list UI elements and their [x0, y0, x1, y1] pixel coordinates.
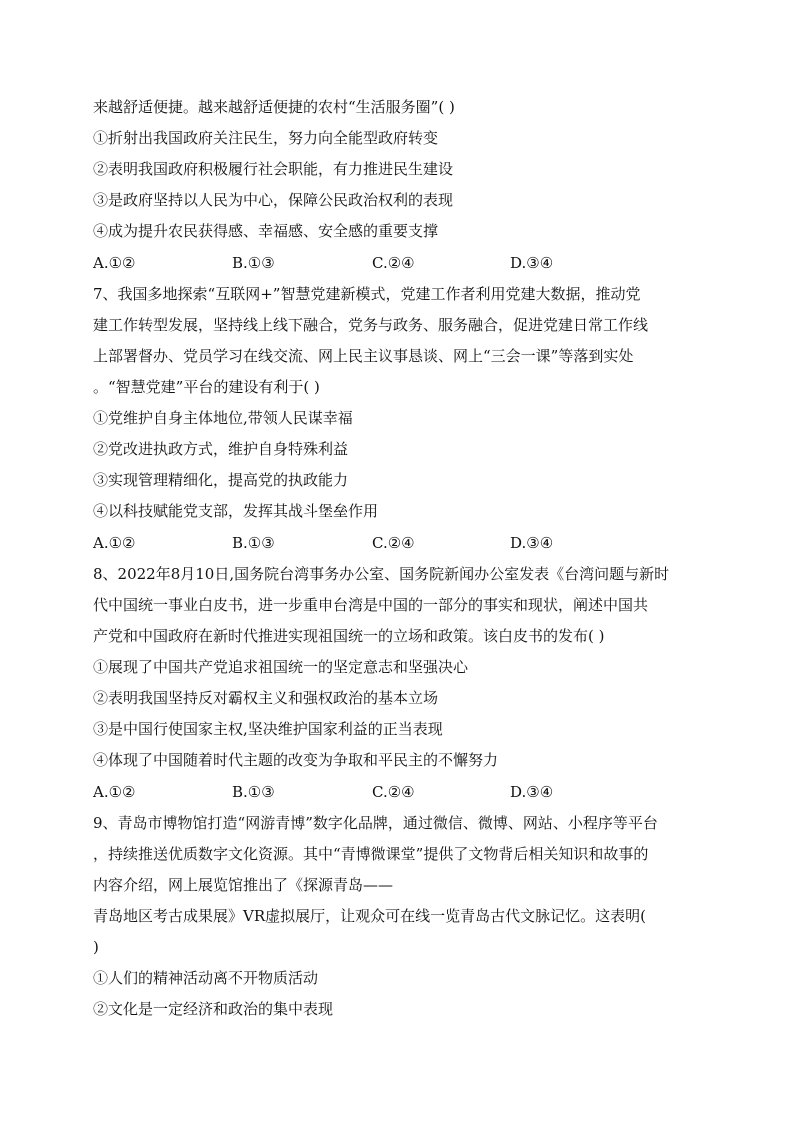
choice-d: D.③④: [510, 254, 554, 272]
q7-stem-line-1: 7、我国多地探索“互联网+”智慧党建新模式，党建工作者利用党建大数据，推动党: [93, 285, 641, 303]
q7-option-1: ①党维护自身主体地位,带领人民谋幸福: [93, 409, 353, 427]
choice-d: D.③④: [510, 783, 554, 801]
q7-stem-line-3: 上部署督办、党员学习在线交流、网上民主议事恳谈、网上“三会一课”等落到实处: [93, 347, 634, 365]
choice-c: C.②④: [372, 783, 415, 801]
q8-stem-line-2: 代中国统一事业白皮书，进一步重申台湾是中国的一部分的事实和现状，阐述中国共: [93, 596, 649, 614]
q9-option-1: ①人们的精神活动离不开物质活动: [93, 969, 319, 987]
q6-option-1: ①折射出我国政府关注民生，努力向全能型政府转变: [93, 129, 439, 147]
choice-b: B.①③: [232, 254, 275, 272]
q8-option-2: ②表明我国坚持反对霸权主义和强权政治的基本立场: [93, 689, 439, 707]
choice-b: B.①③: [232, 783, 275, 801]
choice-c: C.②④: [372, 534, 415, 552]
q9-option-2: ②文化是一定经济和政治的集中表现: [93, 1000, 334, 1018]
choice-a: A.①②: [93, 534, 136, 552]
choice-b: B.①③: [232, 534, 275, 552]
q6-option-3: ③是政府坚持以人民为中心，保障公民政治权利的表现: [93, 191, 454, 209]
q7-choices: [93, 533, 713, 553]
q6-option-4: ④成为提升农民获得感、幸福感、安全感的重要支撑: [93, 222, 439, 240]
q6-choices: [93, 253, 713, 273]
q8-choices: [93, 782, 713, 802]
choice-d: D.③④: [510, 534, 554, 552]
q9-stem-line-5: ): [93, 938, 99, 956]
choice-c: C.②④: [372, 254, 415, 272]
q7-option-4: ④以科技赋能党支部，发挥其战斗堡垒作用: [93, 502, 379, 520]
q6-stem-tail: 来越舒适便捷。越来越舒适便捷的农村“生活服务圈”( ): [93, 98, 455, 116]
q8-option-4: ④体现了中国随着时代主题的改变为争取和平民主的不懈努力: [93, 751, 499, 769]
q9-stem-line-1: 9、青岛市博物馆打造“网游青博”数字化品牌，通过微信、微博、网站、小程序等平台: [93, 814, 658, 832]
q8-option-3: ③是中国行使国家主权,坚决维护国家利益的正当表现: [93, 720, 443, 738]
q7-stem-line-4: 。“智慧党建”平台的建设有利于( ): [93, 378, 320, 396]
q6-option-2: ②表明我国政府积极履行社会职能，有力推进民生建设: [93, 160, 454, 178]
q9-stem-line-4: 青岛地区考古成果展》VR虚拟展厅，让观众可在线一览青岛古代文脉记忆。这表明(: [93, 907, 646, 925]
q8-option-1: ①展现了中国共产党追求祖国统一的坚定意志和坚强决心: [93, 658, 469, 676]
q7-option-2: ②党改进执政方式，维护自身特殊利益: [93, 440, 349, 458]
q9-stem-line-2: ，持续推送优质数字文化资源。其中“青博微课堂”提供了文物背后相关知识和故事的: [93, 845, 649, 863]
q7-stem-line-2: 建工作转型发展，坚持线上线下融合，党务与政务、服务融合，促进党建日常工作线: [93, 316, 649, 334]
q8-stem-line-3: 产党和中国政府在新时代推进实现祖国统一的立场和政策。该白皮书的发布( ): [93, 627, 605, 645]
q7-option-3: ③实现管理精细化，提高党的执政能力: [93, 471, 349, 489]
choice-a: A.①②: [93, 783, 136, 801]
choice-a: A.①②: [93, 254, 136, 272]
q8-stem-line-1: 8、2022年8月10日,国务院台湾事务办公室、国务院新闻办公室发表《台湾问题与新时: [93, 565, 670, 583]
q9-stem-line-3: 内容介绍，网上展览馆推出了《探源青岛——: [93, 876, 394, 894]
